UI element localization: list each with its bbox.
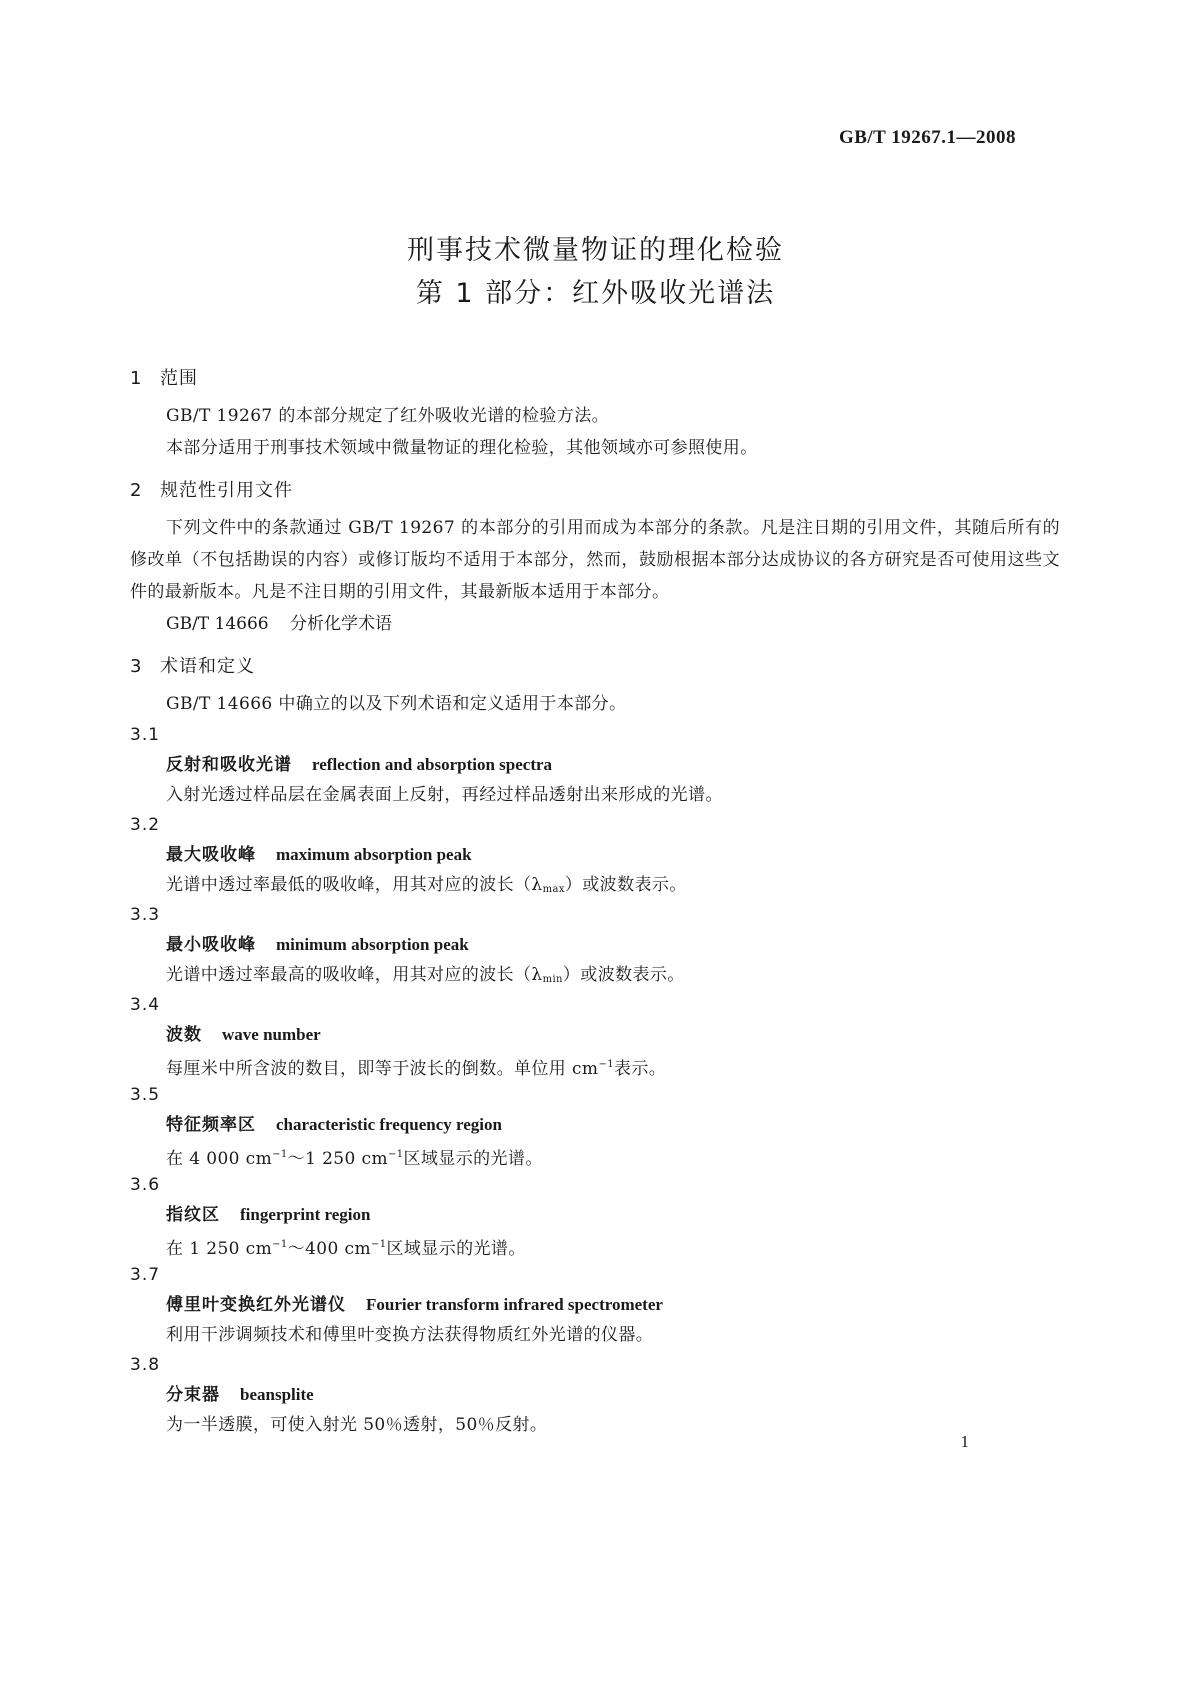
- term-definition-text: 表示。: [614, 1059, 667, 1079]
- subscript: max: [542, 884, 565, 895]
- term-en: maximum absorption peak: [276, 845, 472, 864]
- terms-intro-paragraph: GB/T 14666 中确立的以及下列术语和定义适用于本部分。: [166, 694, 627, 714]
- superscript: −1: [272, 1239, 288, 1250]
- scope-paragraph-2: 本部分适用于刑事技术领域中微量物证的理化检验，其他领域亦可参照使用。: [166, 438, 758, 458]
- term-definition-text: 在 4 000 cm: [166, 1149, 273, 1169]
- term-zh: 最小吸收峰: [166, 935, 256, 955]
- section-heading-terms-definitions: [130, 650, 1060, 684]
- term-definition-text: 区域显示的光谱。: [386, 1239, 526, 1259]
- term-zh: 反射和吸收光谱: [166, 755, 292, 775]
- term-entry: [130, 900, 1060, 990]
- term-entry: [130, 1260, 1060, 1350]
- term-number: 3.6: [130, 1175, 161, 1195]
- section-title: 范围: [160, 368, 198, 389]
- superscript: −1: [370, 1239, 387, 1250]
- section-title: 术语和定义: [160, 656, 255, 677]
- term-definition: [130, 1230, 1060, 1260]
- term-entry: [130, 720, 1060, 810]
- term-zh: 分束器: [166, 1385, 220, 1405]
- term-heading: [130, 1200, 1060, 1230]
- term-definition: [130, 1050, 1060, 1080]
- term-number: 3.5: [130, 1085, 161, 1105]
- term-heading: [130, 930, 1060, 960]
- subscript: min: [542, 974, 563, 985]
- term-definition: [130, 1140, 1060, 1170]
- superscript: −1: [387, 1149, 404, 1160]
- term-entry: [130, 810, 1060, 900]
- superscript: −1: [598, 1059, 614, 1070]
- document-title-line1: 刑事技术微量物证的理化检验: [407, 235, 784, 266]
- term-definition: [130, 960, 1060, 990]
- term-zh: 波数: [166, 1025, 202, 1045]
- term-zh: 特征频率区: [166, 1115, 256, 1135]
- term-zh: 最大吸收峰: [166, 845, 256, 865]
- term-en: beansplite: [240, 1385, 314, 1404]
- term-definition-text: ～1 250 cm: [287, 1149, 388, 1169]
- scope-paragraph-1: GB/T 19267 的本部分规定了红外吸收光谱的检验方法。: [166, 406, 610, 426]
- document-title-line2: 第 1 部分：红外吸收光谱法: [415, 278, 776, 309]
- term-definition-text: 在 1 250 cm: [166, 1239, 273, 1259]
- section-number: 3: [130, 656, 143, 677]
- term-en: reflection and absorption spectra: [312, 755, 553, 774]
- term-zh: 指纹区: [166, 1205, 220, 1225]
- term-definition-text: 光谱中透过率最高的吸收峰，用其对应的波长（λ: [166, 965, 543, 985]
- document-body: [130, 362, 1060, 1440]
- term-heading: [130, 1380, 1060, 1410]
- term-heading: [130, 840, 1060, 870]
- term-heading: [130, 1110, 1060, 1140]
- term-number: 3.8: [130, 1355, 161, 1375]
- reference-title: 分析化学术语: [290, 614, 392, 634]
- term-en: characteristic frequency region: [276, 1115, 502, 1134]
- term-number: 3.7: [130, 1265, 161, 1285]
- section-number: 1: [130, 368, 143, 389]
- term-en: fingerprint region: [240, 1205, 371, 1224]
- term-zh: 傅里叶变换红外光谱仪: [166, 1295, 346, 1315]
- reference-code: GB/T 14666: [166, 614, 269, 634]
- term-entry: [130, 1350, 1060, 1440]
- term-number: 3.4: [130, 995, 161, 1015]
- term-entry: [130, 990, 1060, 1080]
- term-definition-text: ）或波数表示。: [562, 965, 685, 985]
- term-en: minimum absorption peak: [276, 935, 469, 954]
- section-heading-normative-references: [130, 474, 1060, 508]
- term-number: 3.2: [130, 815, 161, 835]
- term-heading: [130, 1020, 1060, 1050]
- term-entry: [130, 1170, 1060, 1260]
- reference-entry: [130, 608, 1060, 640]
- term-en: wave number: [222, 1025, 321, 1044]
- term-definition: 为一半透膜，可使入射光 50％透射，50％反射。: [166, 1415, 548, 1435]
- term-en: Fourier transform infrared spectrometer: [366, 1295, 663, 1314]
- term-definition-text: 区域显示的光谱。: [403, 1149, 543, 1169]
- term-definition: 入射光透过样品层在金属表面上反射，再经过样品透射出来形成的光谱。: [166, 785, 723, 805]
- term-definition: [130, 870, 1060, 900]
- term-definition-text: 光谱中透过率最低的吸收峰，用其对应的波长（λ: [166, 875, 543, 895]
- term-definition: 利用干涉调频技术和傅里叶变换方法获得物质红外光谱的仪器。: [166, 1325, 654, 1345]
- term-definition-text: ）或波数表示。: [564, 875, 687, 895]
- term-definition-text: 每厘米中所含波的数目，即等于波长的倒数。单位用 cm: [166, 1059, 599, 1079]
- normative-references-paragraph: 下列文件中的条款通过 GB/T 19267 的本部分的引用而成为本部分的条款。凡是注日期的引用文件，其随后所有的修改单（不包括勘误的内容）或修订版均不适用于本部分，然而，鼓励根据本部分达成协议的各方研究是否可使用这些文件的最新版本。凡是不注日期的引用文件，其最新版本适用于本部分。: [130, 518, 1060, 602]
- section-heading-scope: [130, 362, 1060, 396]
- term-heading: [130, 750, 1060, 780]
- term-entry: [130, 1080, 1060, 1170]
- document-id: GB/T 19267.1—2008: [838, 127, 1016, 148]
- section-title: 规范性引用文件: [160, 480, 293, 501]
- section-number: 2: [130, 480, 143, 501]
- superscript: −1: [272, 1149, 288, 1160]
- page-number: 1: [960, 1432, 969, 1451]
- term-number: 3.3: [130, 905, 161, 925]
- term-heading: [130, 1290, 1060, 1320]
- term-definition-text: ～400 cm: [287, 1239, 371, 1259]
- term-number: 3.1: [130, 725, 161, 745]
